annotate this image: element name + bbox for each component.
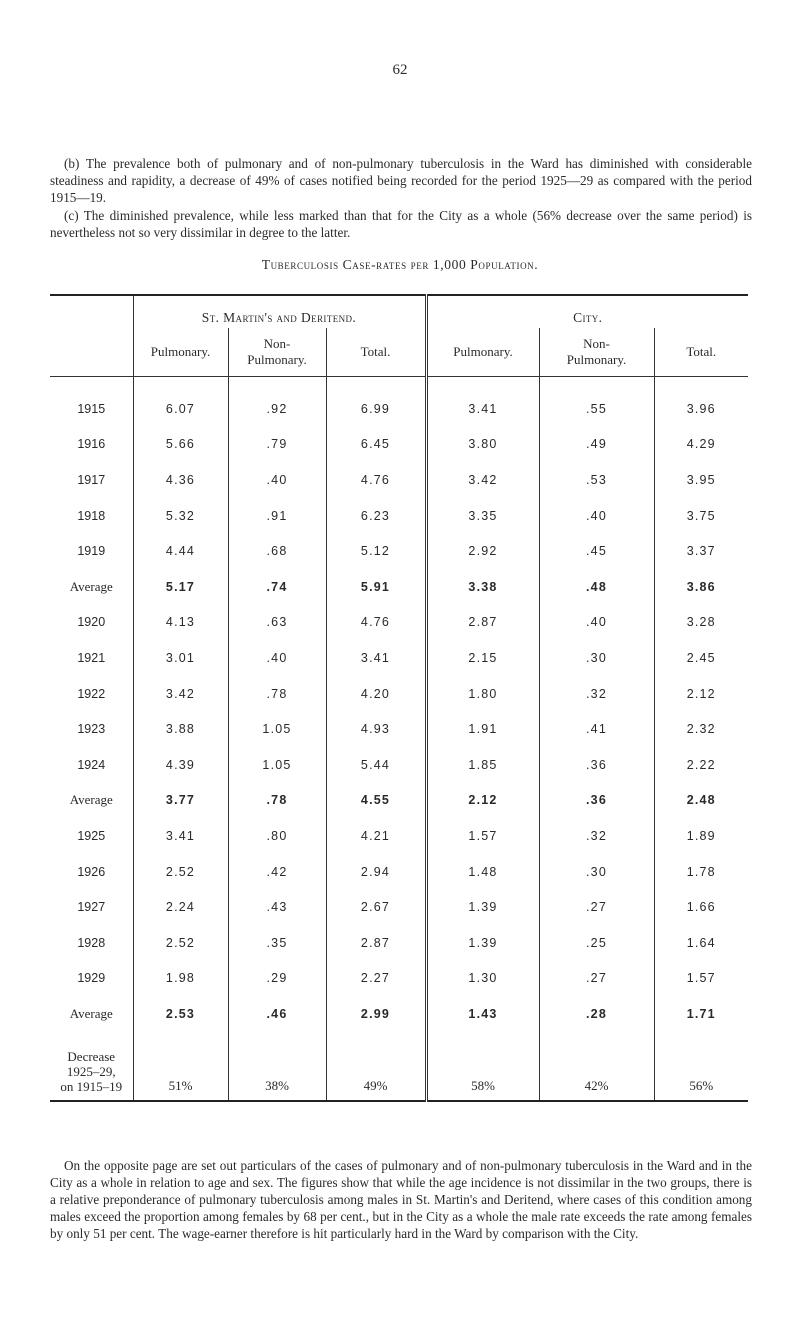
decrease-label: Decrease 1925–29, on 1915–19 — [60, 1048, 123, 1094]
table-row — [50, 854, 748, 890]
rate-cell: .79 — [228, 427, 326, 463]
rate-cell: 3.41 — [426, 391, 539, 427]
rate-cell: 5.12 — [326, 533, 426, 569]
decrease-cell: 38% — [228, 1032, 326, 1101]
stm-non-pulmonary-header: Non- Pulmonary. — [228, 328, 326, 377]
rate-cell: 2.94 — [326, 854, 426, 890]
year-cell: 1917 — [77, 472, 106, 487]
average-label: Average — [69, 1005, 113, 1021]
rate-cell: .46 — [228, 996, 326, 1032]
table-body — [50, 377, 748, 1101]
year-cell: 1919 — [77, 544, 106, 559]
table-row — [50, 640, 748, 676]
rate-cell: 5.91 — [326, 569, 426, 605]
table-row — [50, 925, 748, 961]
stm-total-header: Total. — [326, 328, 426, 377]
rate-cell: 3.75 — [654, 498, 748, 534]
group-header-city: City. — [426, 295, 748, 328]
average-row — [50, 783, 748, 819]
rate-cell: .27 — [539, 961, 654, 997]
city-total-header: Total. — [654, 328, 748, 377]
decrease-cell: 56% — [654, 1032, 748, 1101]
rate-cell: 2.67 — [326, 889, 426, 925]
table-row — [50, 605, 748, 641]
rate-cell: 1.57 — [654, 961, 748, 997]
rate-cell: 1.71 — [654, 996, 748, 1032]
rate-cell: 3.42 — [133, 676, 228, 712]
rate-cell: 4.36 — [133, 462, 228, 498]
rate-cell: 3.95 — [654, 462, 748, 498]
rate-cell: 3.01 — [133, 640, 228, 676]
rate-cell: .45 — [539, 533, 654, 569]
rate-cell: .36 — [539, 747, 654, 783]
rate-cell: 1.80 — [426, 676, 539, 712]
rate-cell: 1.66 — [654, 889, 748, 925]
rate-cell: .78 — [228, 783, 326, 819]
rate-cell: .48 — [539, 569, 654, 605]
table-row — [50, 462, 748, 498]
rate-cell: 3.96 — [654, 391, 748, 427]
rate-cell: .74 — [228, 569, 326, 605]
rate-cell: .41 — [539, 711, 654, 747]
rate-cell: 1.57 — [426, 818, 539, 854]
average-label: Average — [69, 792, 113, 808]
rate-cell: 5.44 — [326, 747, 426, 783]
year-cell: 1924 — [77, 757, 106, 772]
decrease-cell: 49% — [326, 1032, 426, 1101]
rate-cell: 4.76 — [326, 605, 426, 641]
tuberculosis-rates-table — [50, 294, 748, 1102]
rate-cell: 1.98 — [133, 961, 228, 997]
rate-cell: 3.86 — [654, 569, 748, 605]
rate-cell: 1.30 — [426, 961, 539, 997]
rate-cell: 4.39 — [133, 747, 228, 783]
rate-cell: 6.45 — [326, 427, 426, 463]
decrease-cell: 51% — [133, 1032, 228, 1101]
rate-cell: 4.55 — [326, 783, 426, 819]
table-row — [50, 391, 748, 427]
rate-cell: 2.45 — [654, 640, 748, 676]
rate-cell: .30 — [539, 640, 654, 676]
rate-cell: .43 — [228, 889, 326, 925]
rate-cell: .42 — [228, 854, 326, 890]
rate-cell: 5.32 — [133, 498, 228, 534]
rate-cell: .40 — [228, 640, 326, 676]
rate-cell: 2.12 — [654, 676, 748, 712]
rate-cell: 3.77 — [133, 783, 228, 819]
rate-cell: .29 — [228, 961, 326, 997]
rate-cell: 5.66 — [133, 427, 228, 463]
rate-cell: 1.91 — [426, 711, 539, 747]
rate-cell: .27 — [539, 889, 654, 925]
group-header-st-martins: St. Martin's and Deritend. — [133, 295, 426, 328]
rate-cell: 3.37 — [654, 533, 748, 569]
rate-cell: .40 — [539, 605, 654, 641]
rate-cell: 2.87 — [326, 925, 426, 961]
rate-cell: 2.99 — [326, 996, 426, 1032]
year-cell: 1916 — [77, 437, 106, 452]
decrease-cell: 58% — [426, 1032, 539, 1101]
rate-cell: 1.89 — [654, 818, 748, 854]
year-header — [50, 328, 133, 377]
rate-cell: .68 — [228, 533, 326, 569]
average-row — [50, 569, 748, 605]
rate-cell: 2.24 — [133, 889, 228, 925]
rate-cell: 2.52 — [133, 854, 228, 890]
rate-cell: .80 — [228, 818, 326, 854]
rate-cell: .63 — [228, 605, 326, 641]
rate-cell: .40 — [228, 462, 326, 498]
closing-paragraph: On the opposite page are set out particulars of the cases of pulmonary and of non-pulmonary tuberculosis in the Ward and in the City as a whole in relation to age and sex. The figures show that while the age incidence is not dissimilar in the two groups, there is a relative preponderance of pulmonary tuberculosis among males in St. Martin's and Deritend, where cases of this condition among males exceed the proportion among females by 68 per cent., but in the City as a whole the male rate exceeds the rate among females by only 51 per cent. The wage-earner therefore is hit particularly hard in the Ward by comparison with the City. — [50, 1158, 752, 1241]
rate-cell: .32 — [539, 676, 654, 712]
rate-cell: 1.48 — [426, 854, 539, 890]
rate-cell: 2.48 — [654, 783, 748, 819]
rate-cell: 1.39 — [426, 889, 539, 925]
rate-cell: .35 — [228, 925, 326, 961]
rate-cell: .40 — [539, 498, 654, 534]
rate-cell: 5.17 — [133, 569, 228, 605]
year-cell: 1925 — [77, 828, 106, 843]
year-cell: 1915 — [77, 401, 106, 416]
rate-cell: 6.99 — [326, 391, 426, 427]
rate-cell: 1.05 — [228, 711, 326, 747]
rate-cell: 3.28 — [654, 605, 748, 641]
table-row — [50, 498, 748, 534]
paragraph-c: (c) The diminished prevalence, while less marked than that for the City as a whole (56% decrease over the same period) is nevertheless not so very dissimilar in degree to the latter. — [50, 208, 752, 240]
rate-cell: 3.41 — [326, 640, 426, 676]
rate-cell: .36 — [539, 783, 654, 819]
rate-cell: 1.43 — [426, 996, 539, 1032]
rate-cell: 3.88 — [133, 711, 228, 747]
table-row — [50, 818, 748, 854]
rate-cell: 4.29 — [654, 427, 748, 463]
rate-cell: .78 — [228, 676, 326, 712]
rate-cell: 1.64 — [654, 925, 748, 961]
table-row — [50, 711, 748, 747]
average-label: Average — [69, 578, 113, 594]
year-cell: 1920 — [77, 615, 106, 630]
rate-cell: .49 — [539, 427, 654, 463]
year-cell: 1926 — [77, 864, 106, 879]
stm-pulmonary-header: Pulmonary. — [133, 328, 228, 377]
table-row — [50, 427, 748, 463]
rate-cell: 4.20 — [326, 676, 426, 712]
year-cell: 1927 — [77, 900, 106, 915]
rate-cell: .30 — [539, 854, 654, 890]
year-cell: 1929 — [77, 971, 106, 986]
decrease-row — [50, 1032, 748, 1101]
year-cell: 1928 — [77, 935, 106, 950]
table-row — [50, 676, 748, 712]
page-number: 62 — [392, 62, 408, 78]
table-row — [50, 533, 748, 569]
decrease-cell: 42% — [539, 1032, 654, 1101]
rate-cell: .32 — [539, 818, 654, 854]
rate-cell: 3.38 — [426, 569, 539, 605]
rate-cell: 1.05 — [228, 747, 326, 783]
rate-cell: 2.22 — [654, 747, 748, 783]
rate-cell: 2.27 — [326, 961, 426, 997]
year-cell: 1921 — [77, 650, 106, 665]
table-caption: Tuberculosis Case-rates per 1,000 Population. — [261, 257, 539, 272]
rate-cell: .25 — [539, 925, 654, 961]
rate-cell: 1.85 — [426, 747, 539, 783]
rate-cell: .55 — [539, 391, 654, 427]
rate-cell: 4.13 — [133, 605, 228, 641]
city-non-pulmonary-header: Non- Pulmonary. — [539, 328, 654, 377]
rate-cell: 2.53 — [133, 996, 228, 1032]
rate-cell: 6.23 — [326, 498, 426, 534]
city-pulmonary-header: Pulmonary. — [426, 328, 539, 377]
rate-cell: .92 — [228, 391, 326, 427]
table-row — [50, 961, 748, 997]
rate-cell: .53 — [539, 462, 654, 498]
average-row — [50, 996, 748, 1032]
rate-cell: 2.32 — [654, 711, 748, 747]
rate-cell: 3.42 — [426, 462, 539, 498]
rate-cell: 4.93 — [326, 711, 426, 747]
rate-cell: 6.07 — [133, 391, 228, 427]
rate-cell: 1.39 — [426, 925, 539, 961]
rate-cell: .91 — [228, 498, 326, 534]
rate-cell: 3.80 — [426, 427, 539, 463]
rate-cell: 2.92 — [426, 533, 539, 569]
rate-cell: 2.12 — [426, 783, 539, 819]
rate-cell: 3.41 — [133, 818, 228, 854]
rate-cell: 3.35 — [426, 498, 539, 534]
rate-cell: 4.76 — [326, 462, 426, 498]
rate-cell: 4.44 — [133, 533, 228, 569]
rate-cell: 1.78 — [654, 854, 748, 890]
table-row — [50, 747, 748, 783]
rate-cell: 2.52 — [133, 925, 228, 961]
paragraph-b: (b) The prevalence both of pulmonary and of non-pulmonary tuberculosis in the Ward has diminished with considerable steadiness and rapidity, a decrease of 49% of cases notified being recorded for the period 1925—29 as compared with the period 1915—19. — [50, 156, 752, 205]
rate-cell: 2.87 — [426, 605, 539, 641]
rate-cell: 4.21 — [326, 818, 426, 854]
rate-cell: 2.15 — [426, 640, 539, 676]
year-cell: 1922 — [77, 686, 106, 701]
year-cell: 1923 — [77, 722, 106, 737]
table-row — [50, 889, 748, 925]
corner-cell — [50, 295, 133, 328]
rate-cell: .28 — [539, 996, 654, 1032]
year-cell: 1918 — [77, 508, 106, 523]
